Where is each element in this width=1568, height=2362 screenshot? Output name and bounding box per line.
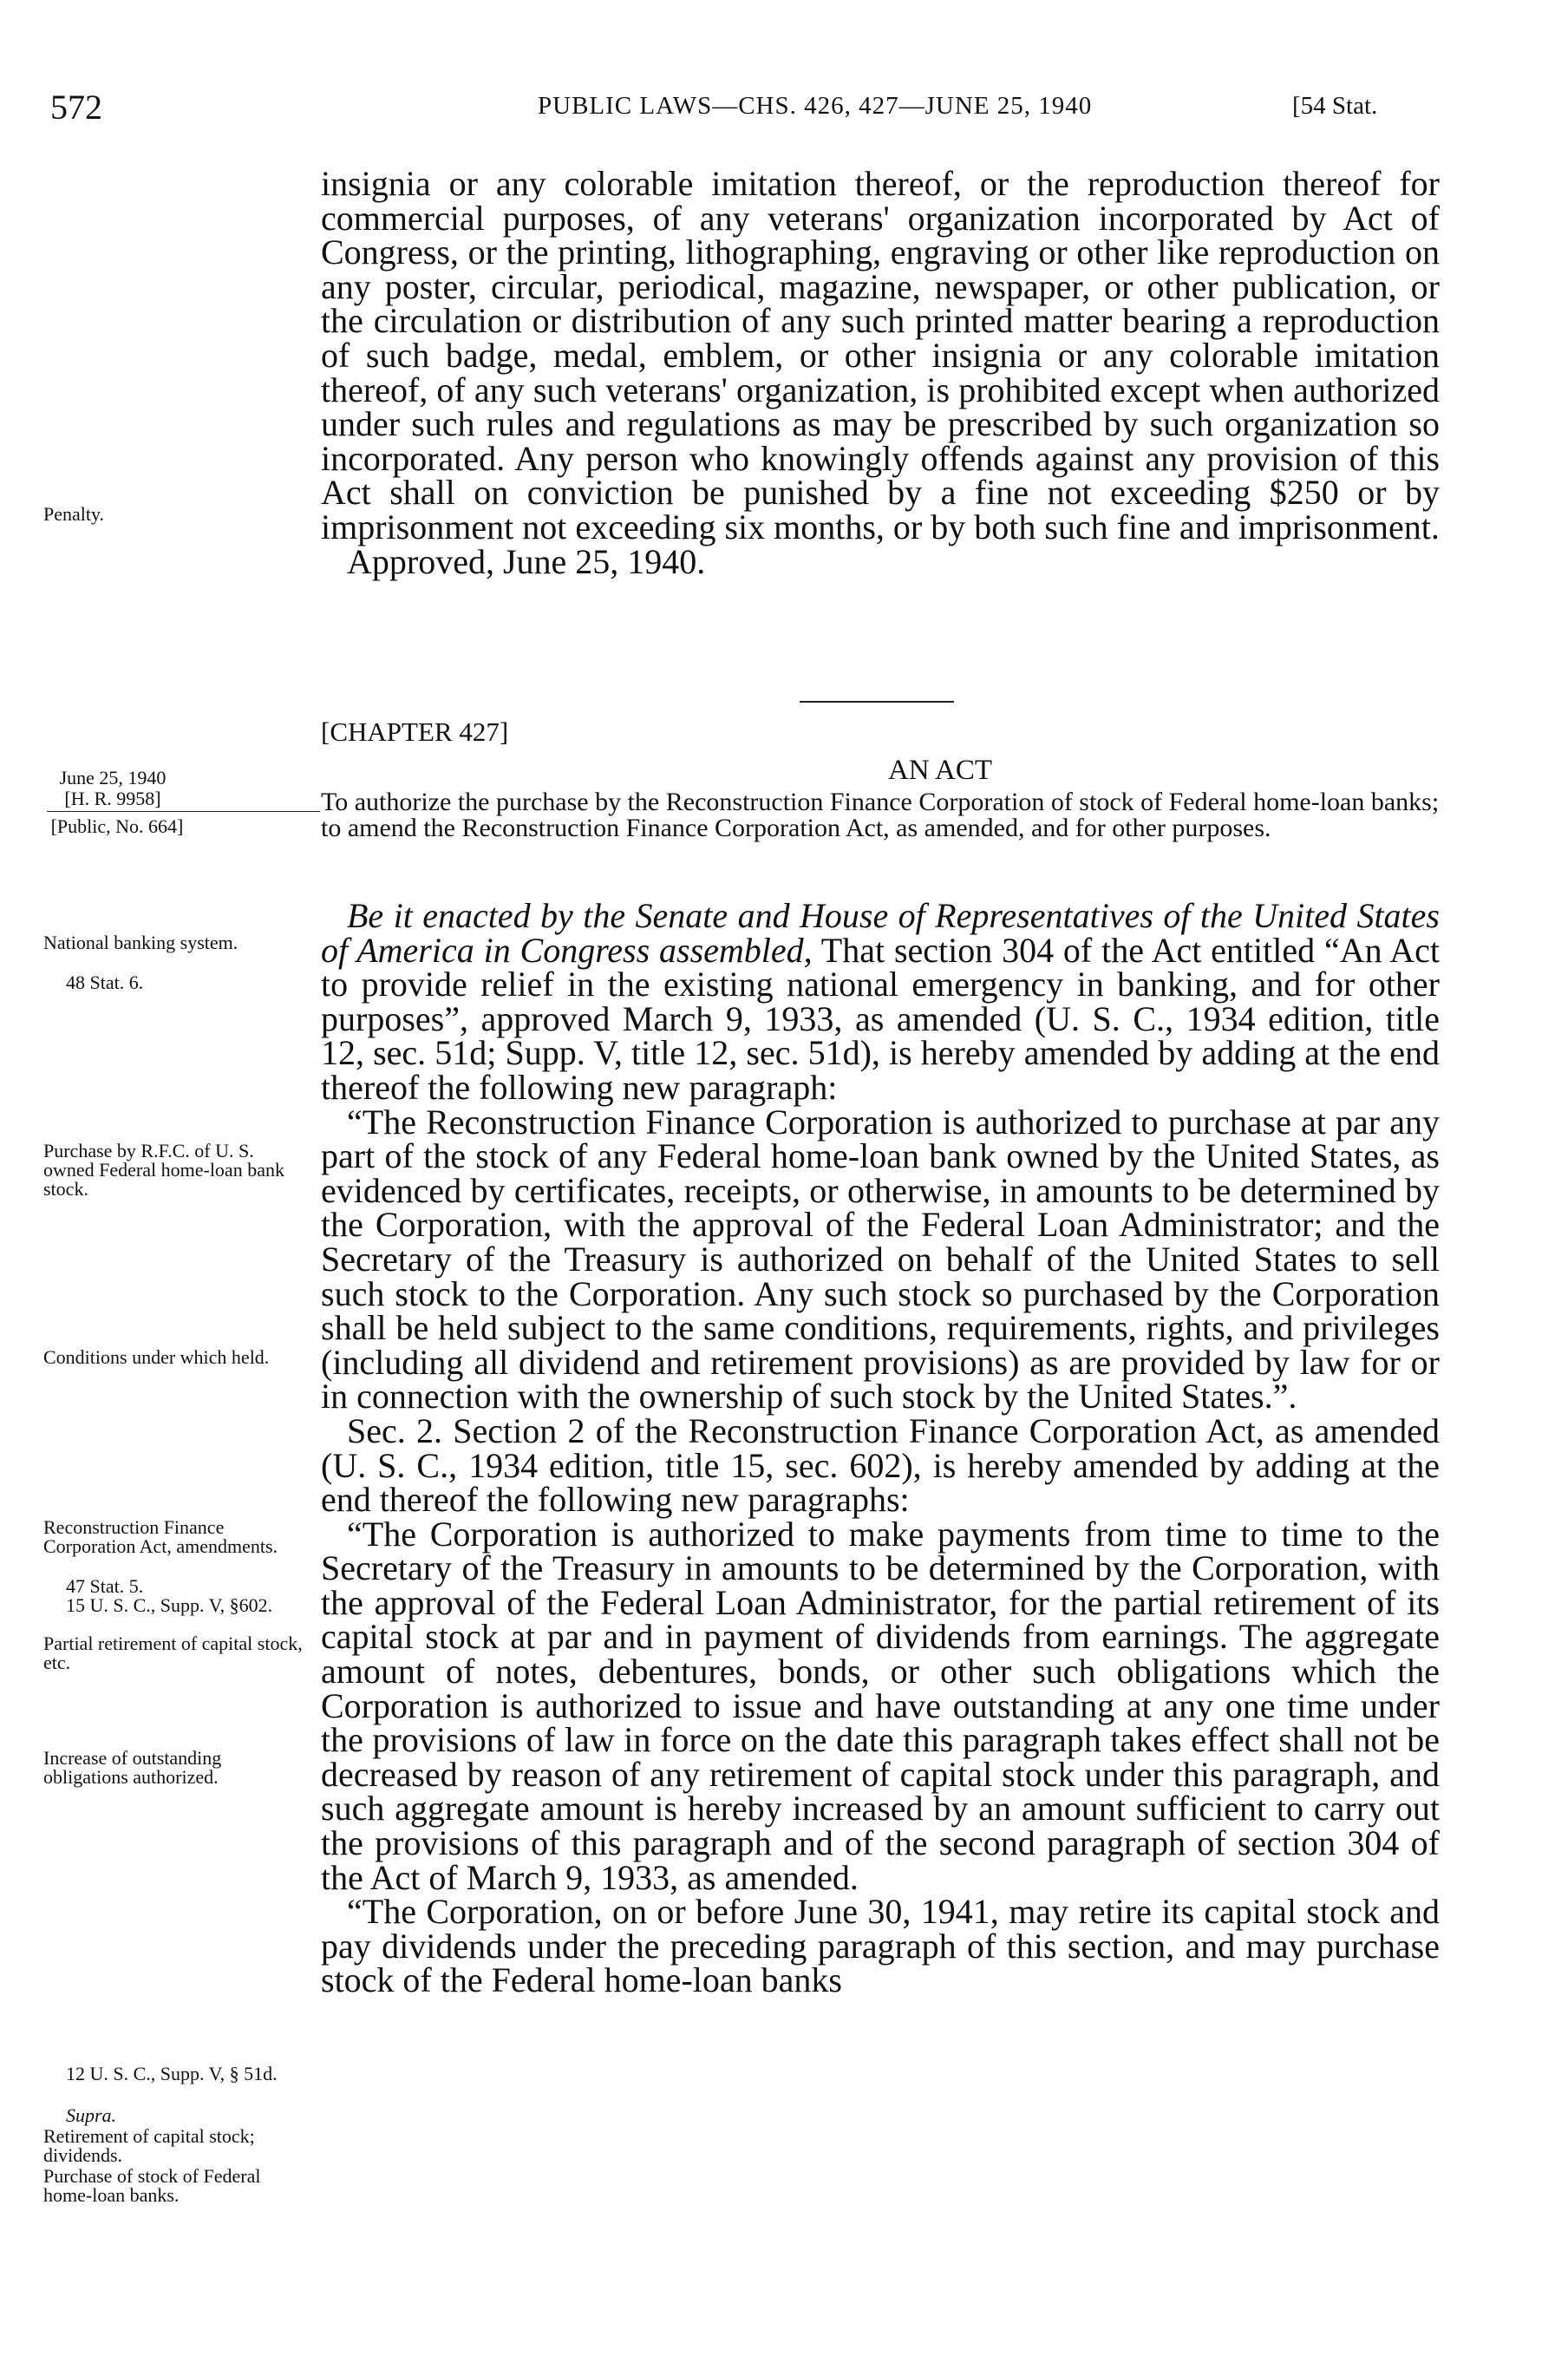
volume-reference: [54 Stat. — [1292, 92, 1378, 120]
margin-note-national-banking: National banking system. — [43, 932, 238, 953]
margin-note-purchase-fhlb: Purchase of stock of Federal home-loan banks. — [43, 2165, 261, 2206]
margin-note-15-usc: 15 U. S. C., Supp. V, §602. — [66, 1594, 273, 1616]
margin-note-47-stat: 47 Stat. 5. — [66, 1575, 144, 1597]
margin-note-supra: Supra. — [66, 2104, 117, 2126]
page-number: 572 — [50, 88, 102, 127]
section-2-paragraph — [321, 1410, 1441, 1520]
margin-note-purchase-rfc: Purchase by R.F.C. of U. S. owned Federal home-loan bank stock. — [43, 1140, 284, 1200]
margin-note-penalty: Penalty. — [43, 503, 105, 525]
chapter-divider — [800, 701, 954, 703]
margin-note-conditions: Conditions under which held. — [43, 1346, 270, 1368]
enacting-paragraph-rest: That section 304 of the Act entitled “An Act to provide relief in the existing national emergency in banking, and for other purposes”, approved March 9, 1933, as amended (U. S. C., 1934 edition, title 12, sec. 51d; Supp. V, title 12, sec. 51d), is hereby amended by adding at the end thereof the following new paragraph: — [321, 930, 1441, 1107]
margin-note-public-number: [Public, No. 664] — [50, 815, 184, 837]
payments-paragraph: “The Corporation is authorized to make payments from time to time to the Secretary of the Treasury in amounts to be determined by the Corporation, with the approval of the Federal Loan Administrator, for the partial retirement of its capital stock at par and in payment of dividends from earnings. The aggregate amount of notes, debentures, bonds, or other such obligations which the Corporation is authorized to issue and have outstanding at any one time under the provisions of law in force on the date this paragraph takes effect shall not be decreased by reason of any retirement of capital stock under this paragraph, and such aggregate amount is hereby increased by an amount sufficient to carry out the provisions of this paragraph and of the second paragraph of section 304 of the Act of March 9, 1933, as amended. — [321, 1514, 1440, 1897]
chapter-427-text — [321, 896, 1441, 2000]
retirement-paragraph: “The Corporation, on or before June 30, 1941, may retire its capital stock and pay dividends under the preceding paragraph of this section, and may purchase stock of the Federal home-loan banks — [321, 1892, 1440, 2000]
margin-note-date: June 25, 1940 — [59, 767, 167, 788]
margin-note-48-stat: 48 Stat. 6. — [66, 972, 144, 993]
chapter-label: [CHAPTER 427] — [321, 716, 509, 747]
margin-note-retirement-dividends: Retirement of capital stock; dividends. — [43, 2125, 255, 2166]
running-head: PUBLIC LAWS—CHS. 426, 427—JUNE 25, 1940 — [538, 92, 1093, 120]
section-2-label: Sec. 2. — [347, 1410, 443, 1450]
margin-note-bill: [H. R. 9958] — [64, 788, 161, 809]
margin-note-partial-retirement: Partial retirement of capital stock, etc. — [43, 1632, 303, 1673]
enacting-clause: Be it enacted by the Senate and House of Representatives of the United States of America in Congress assembled, — [321, 896, 1440, 970]
approval-line: Approved, June 25, 1940. — [347, 541, 706, 581]
chapter-426-paragraph: insignia or any colorable imitation thereof, or the reproduction thereof for commercial purposes, of any veterans' organization incorporated by Act of Congress, or the printing, lithographing, engraving or other like reproduction on any poster, circular, periodical, magazine, newspaper, or other publication, or the circulation or distribution of any such printed matter bearing a reproduction of such badge, medal, emblem, or other insignia or any colorable imitation thereof, of any such veterans' organization, is prohibited except when authorized under such rules and regulations as may be prescribed by such organization so incorporated. Any person who knowingly offends against any provision of this Act shall on conviction be punished by a fine not exceeding $250 or by imprisonment not exceeding six months, or by both such fine and imprisonment. — [321, 164, 1440, 546]
margin-note-increase-obligations: Increase of outstanding obligations authorized. — [43, 1747, 222, 1788]
section-2-rest: Section 2 of the Reconstruction Finance Corporation Act, as amended (U. S. C., 1934 edition, title 15, sec. 602), is hereby amended by adding at the end thereof the following new paragraphs: — [321, 1410, 1441, 1520]
enacting-paragraph — [321, 896, 1441, 1107]
act-purpose: To authorize the purchase by the Reconstruction Finance Corporation of stock of Federal home-loan banks; to amend the Reconstruction Finance Corporation Act, as amended, and for other purposes. — [321, 788, 1440, 842]
margin-note-rfc-amendments: Reconstruction Finance Corporation Act, amendments. — [43, 1516, 278, 1557]
act-heading: AN ACT — [887, 755, 993, 786]
margin-note-12-usc: 12 U. S. C., Supp. V, § 51d. — [66, 2063, 278, 2084]
rfc-purchase-paragraph: “The Reconstruction Finance Corporation is authorized to purchase at par any part of the stock of any Federal home-loan bank owned by the United States, as evidenced by certificates, receipts, or otherwise, in amounts to be determined by the Corporation, with the approval of the Federal Loan Administrator; and the Secretary of the Treasury is authorized on behalf of the United States to sell such stock to the Corporation. Any such stock so purchased by the Corporation shall be held subject to the same conditions, requirements, rights, and privileges (including all dividend and retirement provisions) as are provided by law for or in connection with the ownership of such stock by the United States.”. — [321, 1102, 1440, 1417]
margin-rule — [47, 811, 320, 812]
chapter-426-text — [321, 164, 1440, 581]
page-header — [0, 87, 1568, 139]
